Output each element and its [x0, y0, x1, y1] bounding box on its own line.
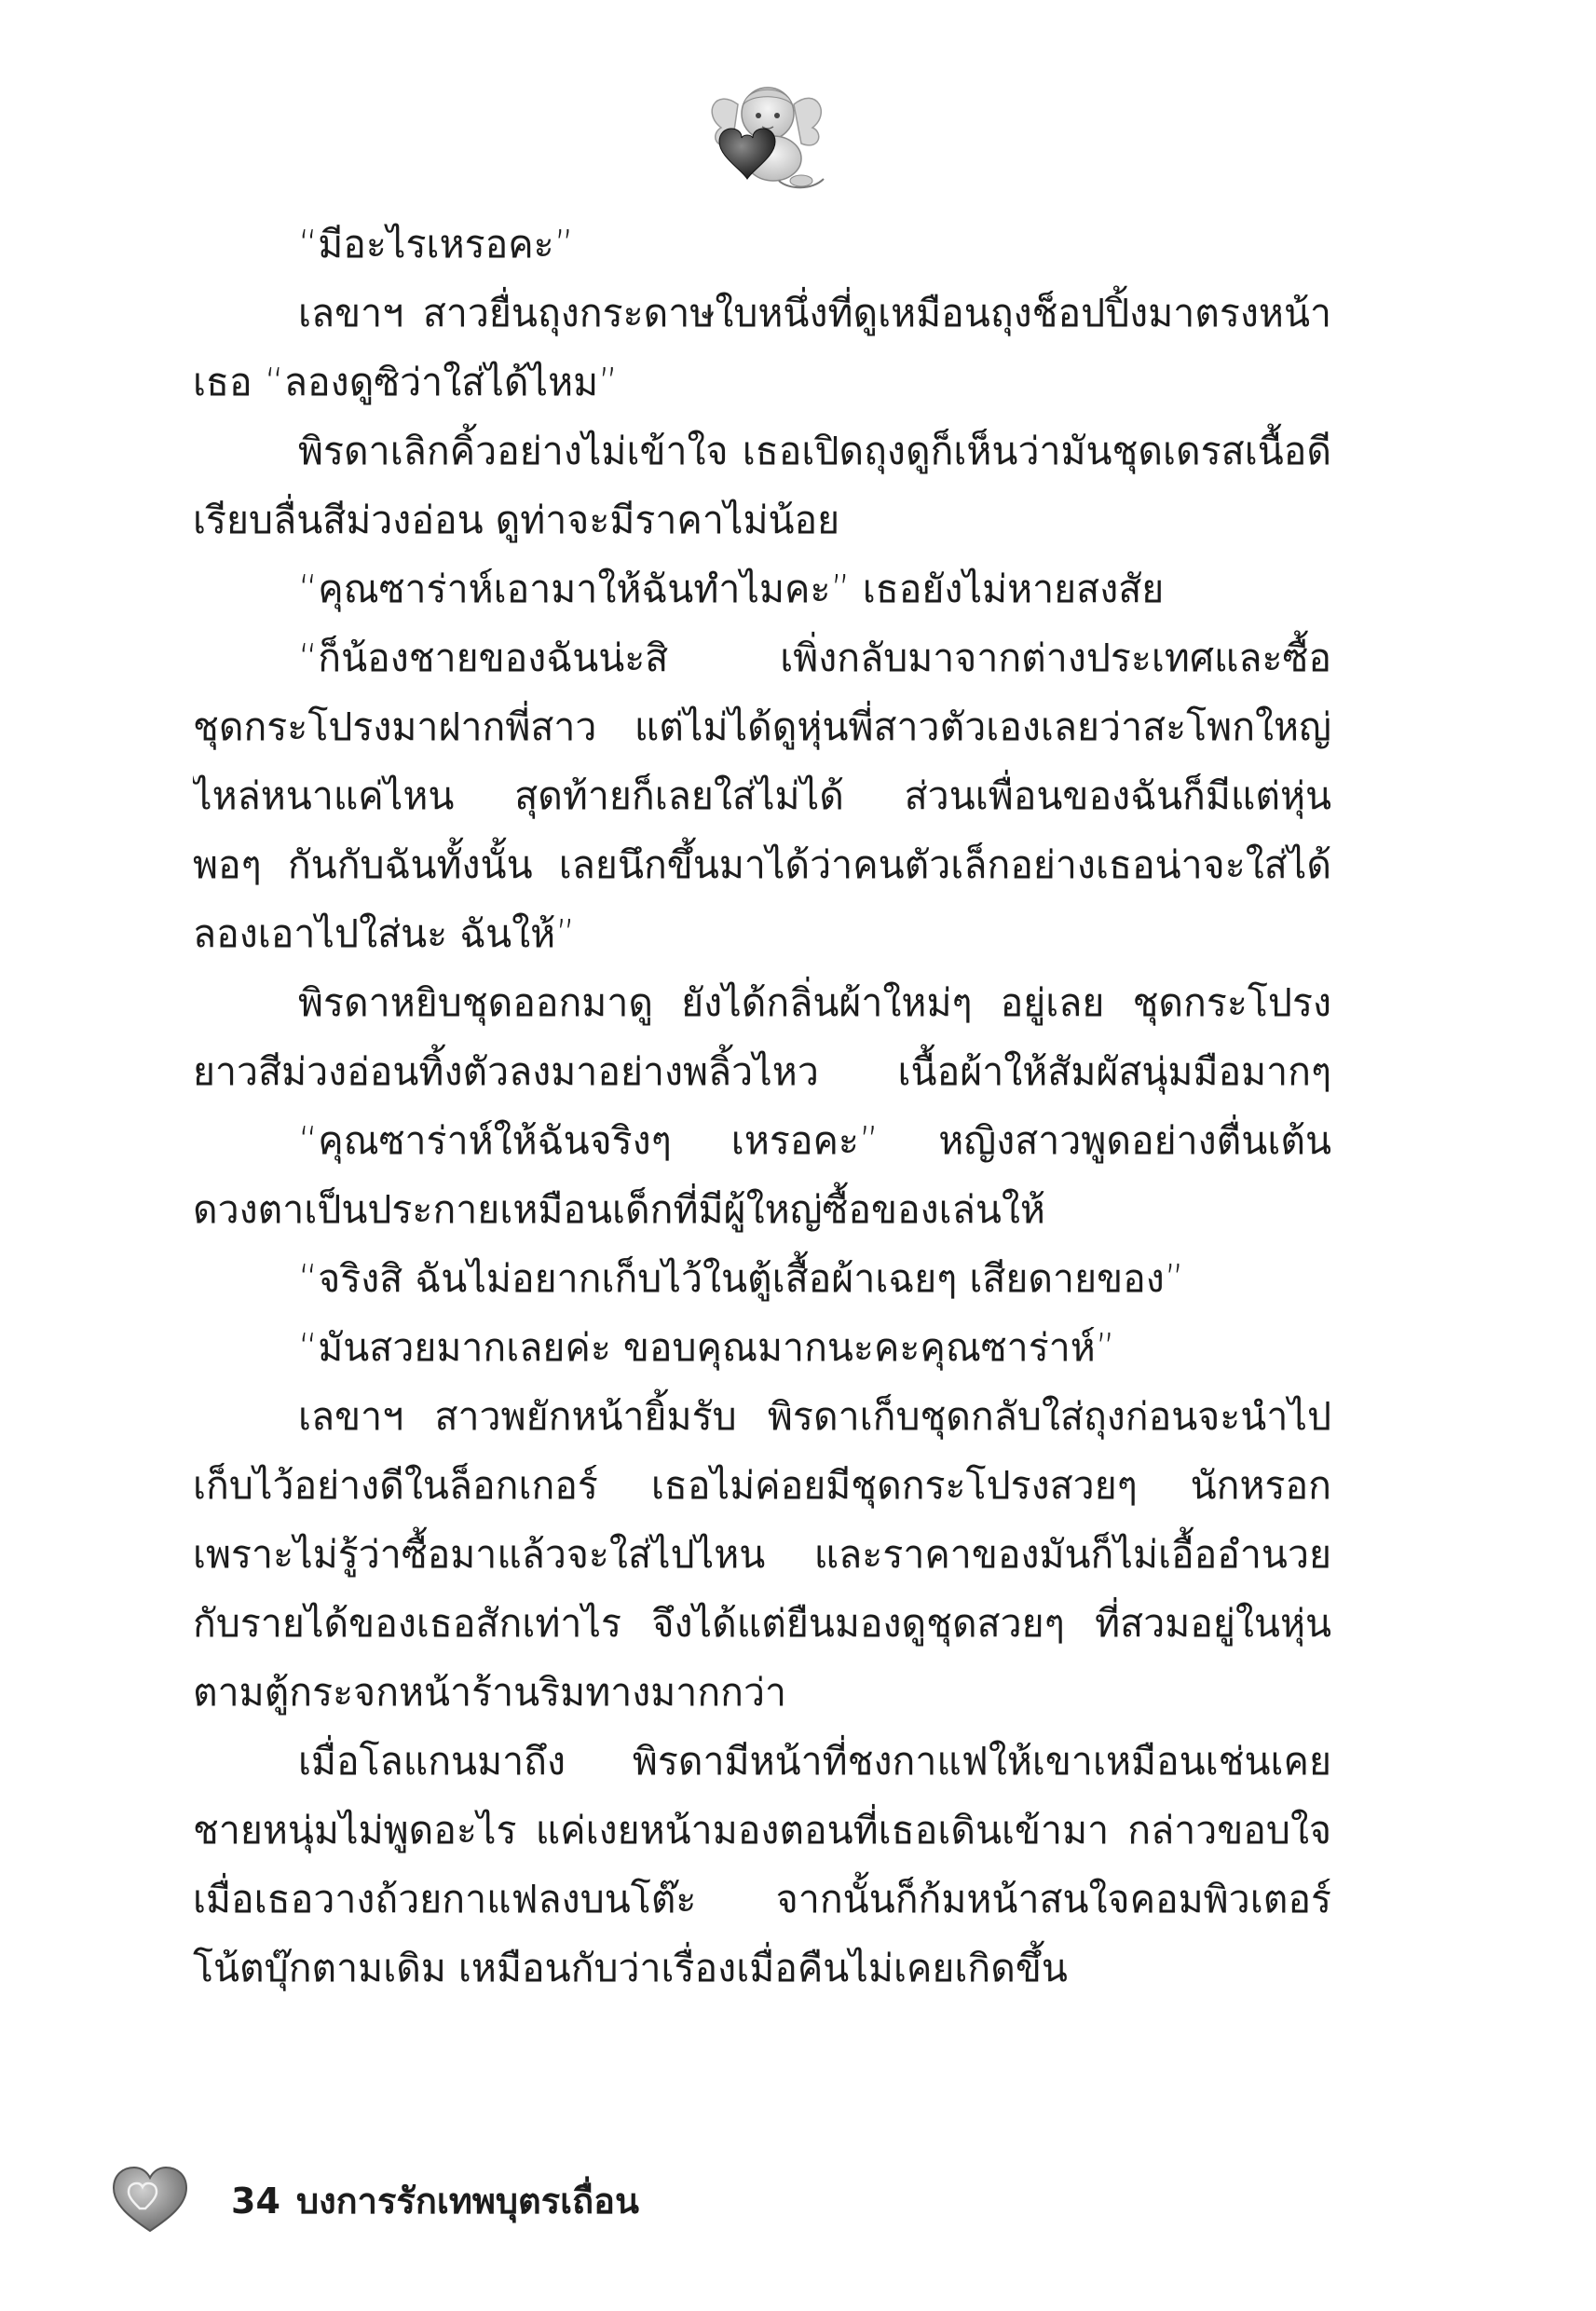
text-line: “ก็น้องชายของฉันน่ะสิ เพิ่งกลับมาจากต่างประเทศและซื้อ: [298, 636, 1331, 680]
text-line: กับรายได้ของเธอสักเท่าไร จึงได้แต่ยืนมองดูชุดสวยๆ ที่สวมอยู่ในหุ่น: [193, 1601, 1331, 1646]
text-line: “มีอะไรเหรอคะ”: [298, 222, 574, 267]
text-line: ลองเอาไปใส่นะ ฉันให้”: [193, 911, 576, 956]
text-line: โน้ตบุ๊กตามเดิม เหมือนกับว่าเรื่องเมื่อคืนไม่เคยเกิดขึ้น: [193, 1946, 1068, 1990]
text-line: เมื่อเธอวางถ้วยกาแฟลงบนโต๊ะ จากนั้นก็ก้มหน้าสนใจคอมพิวเตอร์: [193, 1877, 1331, 1921]
text-line: ยาวสีม่วงอ่อนทิ้งตัวลงมาอย่างพลิ้วไหว เนื้อผ้าให้สัมผัสนุ่มมือมากๆ: [193, 1049, 1331, 1094]
text-line: เมื่อโลแกนมาถึง พิรดามีหน้าที่ชงกาแฟให้เขาเหมือนเช่นเคย: [298, 1739, 1331, 1784]
text-line: เรียบลื่นสีม่วงอ่อน ดูท่าจะมีราคาไม่น้อย: [193, 498, 840, 542]
text-line: พอๆ กันกับฉันทั้งนั้น เลยนึกขึ้นมาได้ว่าคนตัวเล็กอย่างเธอน่าจะใส่ได้: [193, 842, 1331, 887]
text-line: ไหล่หนาแค่ไหน สุดท้ายก็เลยใส่ไม่ได้ ส่วนเพื่อนของฉันก็มีแต่หุ่น: [193, 773, 1331, 818]
text-line: “จริงสิ ฉันไม่อยากเก็บไว้ในตู้เสื้อผ้าเฉยๆ เสียดายของ”: [298, 1256, 1185, 1301]
text-line: “มันสวยมากเลยค่ะ ขอบคุณมากนะคะคุณซาร่าห์”: [298, 1325, 1116, 1370]
heart-icon: [112, 2166, 188, 2235]
text-line: “คุณซาร่าห์เอามาให้ฉันทำไมคะ” เธอยังไม่หายสงสัย: [298, 567, 1165, 611]
text-line: ชุดกระโปรงมาฝากพี่สาว แต่ไม่ได้ดูหุ่นพี่สาวตัวเองเลยว่าสะโพกใหญ่: [193, 704, 1331, 749]
text-line: เก็บไว้อย่างดีในล็อกเกอร์ เธอไม่ค่อยมีชุดกระโปรงสวยๆ นักหรอก: [193, 1463, 1331, 1508]
text-line: เลขาฯ สาวยื่นถุงกระดาษใบหนึ่งที่ดูเหมือนถุงช็อปปิ้งมาตรงหน้า: [298, 291, 1331, 335]
cupid-heart-icon: [701, 76, 831, 193]
text-line: เลขาฯ สาวพยักหน้ายิ้มรับ พิรดาเก็บชุดกลับใส่ถุงก่อนจะนำไป: [298, 1394, 1331, 1439]
page-number: 34: [231, 2181, 280, 2222]
text-line: พิรดาเลิกคิ้วอย่างไม่เข้าใจ เธอเปิดถุงดูก็เห็นว่ามันชุดเดรสเนื้อดี: [298, 429, 1331, 473]
text-line: เพราะไม่รู้ว่าซื้อมาแล้วจะใส่ไปไหน และราคาของมันก็ไม่เอื้ออำนวย: [193, 1532, 1331, 1577]
body-text: [193, 216, 1331, 2136]
text-line: พิรดาหยิบชุดออกมาดู ยังได้กลิ่นผ้าใหม่ๆ อยู่เลย ชุดกระโปรง: [298, 980, 1331, 1025]
book-title: บงการรักเทพบุตรเถื่อน: [296, 2181, 639, 2222]
text-line: ชายหนุ่มไม่พูดอะไร แค่เงยหน้ามองตอนที่เธอเดินเข้ามา กล่าวขอบใจ: [193, 1808, 1331, 1853]
page-footer: [112, 2166, 857, 2240]
text-line: ดวงตาเป็นประกายเหมือนเด็กที่มีผู้ใหญ่ซื้อของเล่นให้: [193, 1187, 1045, 1232]
text-line: ตามตู้กระจกหน้าร้านริมทางมากกว่า: [193, 1670, 787, 1715]
text-line: “คุณซาร่าห์ให้ฉันจริงๆ เหรอคะ” หญิงสาวพูดอย่างตื่นเต้น: [298, 1118, 1331, 1163]
text-line: เธอ “ลองดูซิว่าใส่ได้ไหม”: [193, 360, 619, 404]
